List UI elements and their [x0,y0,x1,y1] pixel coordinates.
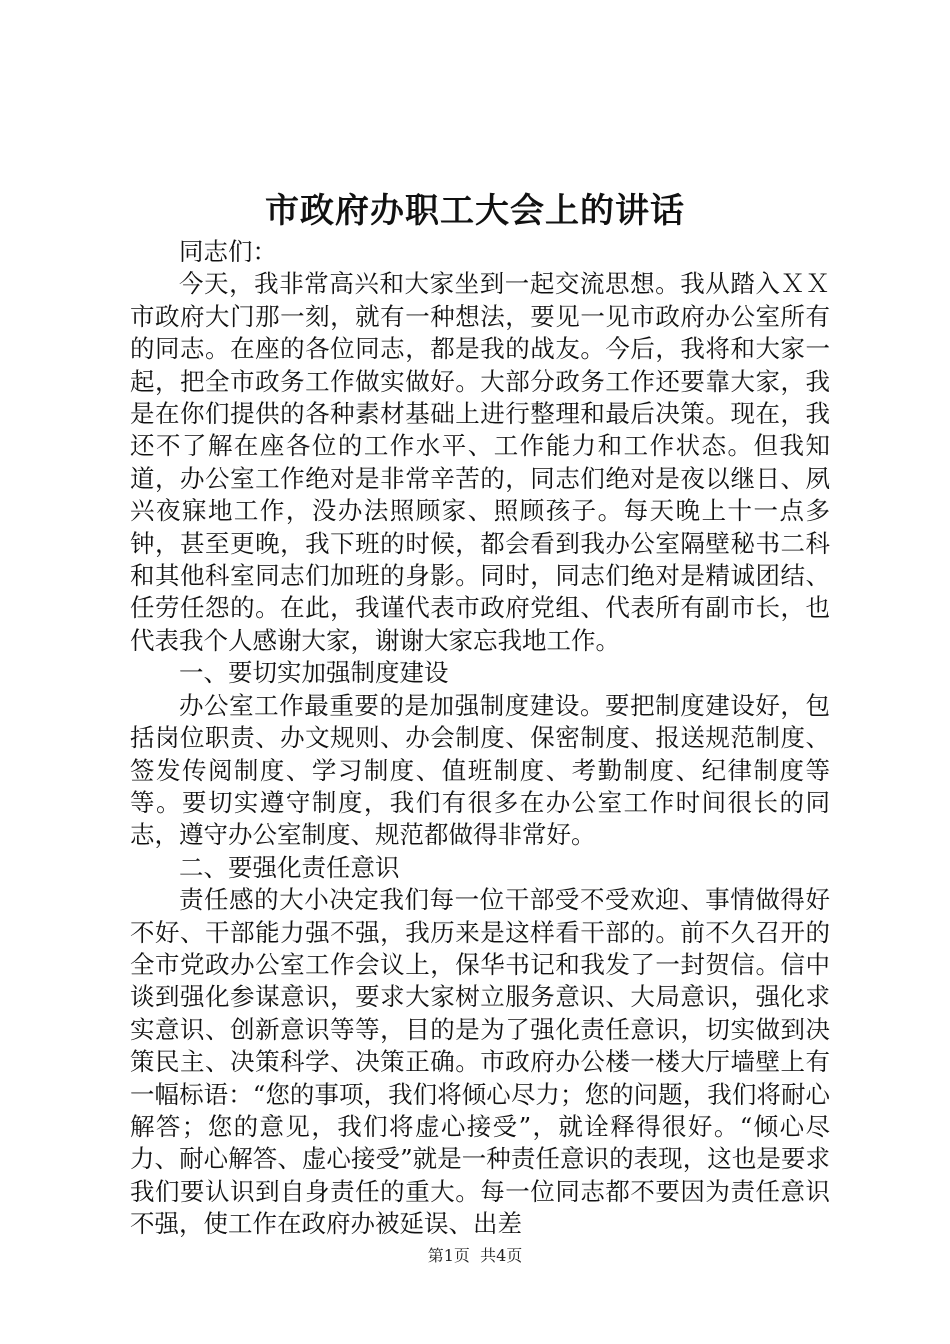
page-total: 共4页 [480,1246,523,1265]
paragraph-section-1: 办公室工作最重要的是加强制度建设。要把制度建设好，包括岗位职责、办文规则、办会制度、保密制度、报送规范制度、签发传阅制度、学习制度、值班制度、考勤制度、纪律制度等等。要切实遵守制度，我们有很多在办公室工作时间很长的同志，遵守办公室制度、规范都做得非常好。 [130,690,830,850]
paragraph-opening: 今天，我非常高兴和大家坐到一起交流思想。我从踏入ＸＸ市政府大门那一刻，就有一种想法，要见一见市政府办公室所有的同志。在座的各位同志，都是我的战友。今后，我将和大家一起，把全市政务工作做实做好。大部分政务工作还要靠大家，我是在你们提供的各种素材基础上进行整理和最后决策。现在，我还不了解在座各位的工作水平、工作能力和工作状态。但我知道，办公室工作绝对是非常辛苦的，同志们绝对是夜以继日、夙兴夜寐地工作，没办法照顾家、照顾孩子。每天晚上十一点多钟，甚至更晚，我下班的时候，都会看到我办公室隔壁秘书二科和其他科室同志们加班的身影。同时，同志们绝对是精诚团结、任劳任怨的。在此，我谨代表市政府党组、代表所有副市长，也代表我个人感谢大家，谢谢大家忘我地工作。 [130,269,830,655]
salutation: 同志们： [179,237,277,266]
document-title: 市政府办职工大会上的讲话 [265,191,685,231]
page-footer [0,1243,950,1266]
document-body [130,236,830,1241]
paragraph-section-2: 责任感的大小决定我们每一位干部受不受欢迎、事情做得好不好、干部能力强不强，我历来是这样看干部的。前不久召开的全市党政办公室工作会议上，保华书记和我发了一封贺信。信中谈到强化参谋意识，要求大家树立服务意识、大局意识，强化求实意识、创新意识等等，目的是为了强化责任意识，切实做到决策民主、决策科学、决策正确。市政府办公楼一楼大厅墙壁上有一幅标语：“您的事项，我们将倾心尽力；您的问题，我们将耐心解答；您的意见，我们将虚心接受”，就诠释得很好。“倾心尽力、耐心解答、虚心接受”就是一种责任意识的表现，这也是要求我们要认识到自身责任的重大。每一位同志都不要因为责任意识不强，使工作在政府办被延误、出差 [130,885,830,1239]
page-number: 第1页 [427,1246,470,1265]
section-heading-1: 一、要切实加强制度建设 [179,658,449,688]
section-heading-2: 二、要强化责任意识 [179,852,400,882]
